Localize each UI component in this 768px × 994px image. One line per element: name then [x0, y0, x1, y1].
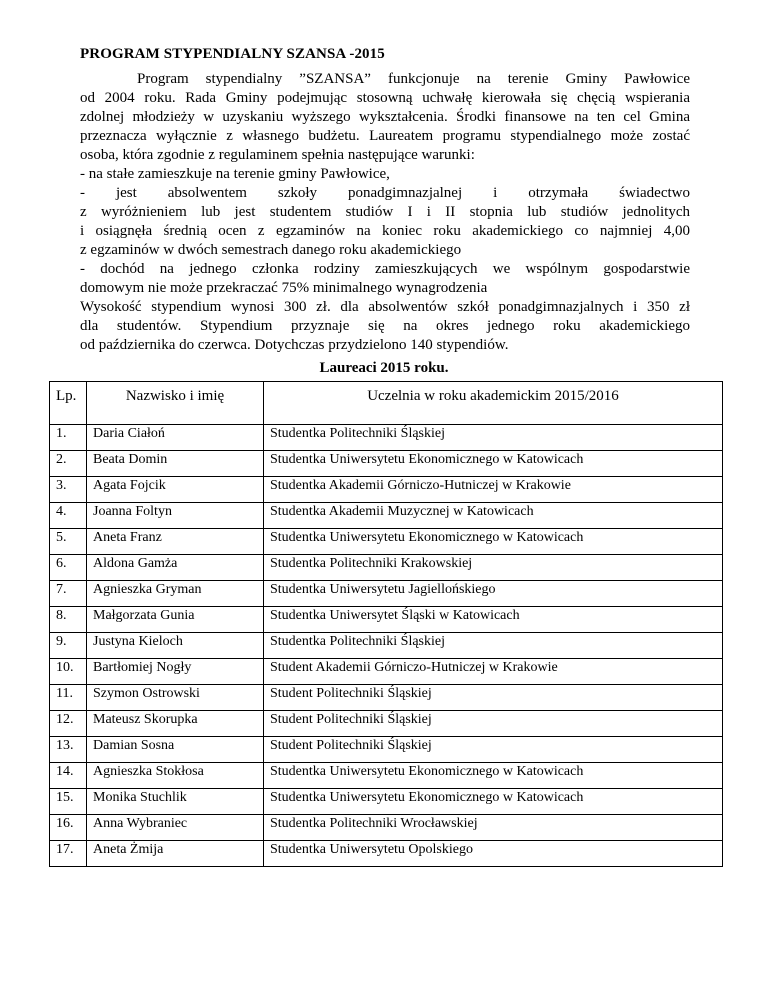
column-header-lp: Lp. [50, 382, 87, 425]
paragraph-line: - na stałe zamieszkuje na terenie gminy Pawłowice, [80, 166, 390, 182]
cell-university: Student Politechniki Śląskiej [264, 685, 723, 711]
table-caption: Laureaci 2015 roku. [319, 360, 449, 376]
cell-lp: 16. [50, 815, 87, 841]
cell-lp: 17. [50, 841, 87, 867]
paragraph-line: dla studentów. Stypendium przyznaje się na okres jednego roku akademickiego [80, 318, 690, 334]
cell-university: Studentka Politechniki Śląskiej [264, 633, 723, 659]
cell-name: Monika Stuchlik [87, 789, 264, 815]
cell-lp: 12. [50, 711, 87, 737]
document-title: PROGRAM STYPENDIALNY SZANSA -2015 [80, 46, 385, 62]
cell-university: Studentka Akademii Muzycznej w Katowicach [264, 503, 723, 529]
table-row [50, 503, 723, 529]
cell-lp: 4. [50, 503, 87, 529]
cell-lp: 2. [50, 451, 87, 477]
table-row [50, 529, 723, 555]
cell-name: Szymon Ostrowski [87, 685, 264, 711]
cell-lp: 13. [50, 737, 87, 763]
table-row [50, 711, 723, 737]
paragraph-line: osoba, która zgodnie z regulaminem spełnia następujące warunki: [80, 147, 475, 163]
cell-university: Studentka Uniwersytetu Ekonomicznego w Katowicach [264, 763, 723, 789]
cell-university: Student Politechniki Śląskiej [264, 737, 723, 763]
table-row [50, 607, 723, 633]
paragraph-line: przeznacza wyłącznie z własnego budżetu. Laureatem programu stypendialnego może zostać [80, 128, 690, 144]
cell-university: Studentka Politechniki Śląskiej [264, 425, 723, 451]
cell-name: Aneta Żmija [87, 841, 264, 867]
cell-university: Student Politechniki Śląskiej [264, 711, 723, 737]
cell-university: Studentka Uniwersytet Śląski w Katowicach [264, 607, 723, 633]
cell-lp: 6. [50, 555, 87, 581]
cell-university: Studentka Uniwersytetu Opolskiego [264, 841, 723, 867]
table-header-row [50, 382, 723, 425]
cell-name: Justyna Kieloch [87, 633, 264, 659]
cell-university: Studentka Uniwersytetu Ekonomicznego w Katowicach [264, 451, 723, 477]
cell-university: Studentka Uniwersytetu Ekonomicznego w Katowicach [264, 789, 723, 815]
table-row [50, 685, 723, 711]
paragraph-line: od 2004 roku. Rada Gminy podejmując stosowną uchwałę kierowała się chęcią wspierania [80, 90, 690, 106]
paragraph-line: Program stypendialny ”SZANSA” funkcjonuje na terenie Gminy Pawłowice [137, 71, 690, 87]
cell-name: Damian Sosna [87, 737, 264, 763]
table-row [50, 841, 723, 867]
column-header-university: Uczelnia w roku akademickim 2015/2016 [264, 382, 723, 425]
paragraph-line: Wysokość stypendium wynosi 300 zł. dla absolwentów szkół ponadgimnazjalnych i 350 zł [80, 299, 690, 315]
cell-lp: 8. [50, 607, 87, 633]
paragraph-line: z wyróżnieniem lub jest studentem studiów I i II stopnia lub studiów jednolitych [80, 204, 690, 220]
cell-university: Studentka Uniwersytetu Jagiellońskiego [264, 581, 723, 607]
cell-university: Studentka Akademii Górniczo-Hutniczej w Krakowie [264, 477, 723, 503]
paragraph-line: od października do czerwca. Dotychczas przydzielono 140 stypendiów. [80, 337, 509, 353]
cell-name: Aldona Gamża [87, 555, 264, 581]
table-row [50, 737, 723, 763]
cell-name: Aneta Franz [87, 529, 264, 555]
cell-name: Agata Fojcik [87, 477, 264, 503]
laureates-table [49, 381, 723, 867]
cell-lp: 7. [50, 581, 87, 607]
table-row [50, 477, 723, 503]
cell-lp: 5. [50, 529, 87, 555]
cell-university: Studentka Politechniki Wrocławskiej [264, 815, 723, 841]
cell-name: Mateusz Skorupka [87, 711, 264, 737]
cell-name: Agnieszka Gryman [87, 581, 264, 607]
cell-name: Joanna Foltyn [87, 503, 264, 529]
table-row [50, 789, 723, 815]
table-row [50, 815, 723, 841]
table-row [50, 581, 723, 607]
cell-name: Bartłomiej Nogły [87, 659, 264, 685]
cell-lp: 11. [50, 685, 87, 711]
cell-name: Beata Domin [87, 451, 264, 477]
cell-university: Studentka Uniwersytetu Ekonomicznego w Katowicach [264, 529, 723, 555]
table-row [50, 659, 723, 685]
cell-lp: 10. [50, 659, 87, 685]
cell-lp: 3. [50, 477, 87, 503]
table-row [50, 451, 723, 477]
cell-name: Agnieszka Stokłosa [87, 763, 264, 789]
cell-lp: 1. [50, 425, 87, 451]
column-header-name: Nazwisko i imię [87, 382, 264, 425]
paragraph-line: - jest absolwentem szkoły ponadgimnazjalnej i otrzymała świadectwo [80, 185, 690, 201]
cell-university: Student Akademii Górniczo-Hutniczej w Krakowie [264, 659, 723, 685]
cell-lp: 15. [50, 789, 87, 815]
paragraph-line: z egzaminów w dwóch semestrach danego roku akademickiego [80, 242, 462, 258]
paragraph-line: - dochód na jednego członka rodziny zamieszkujących we wspólnym gospodarstwie [80, 261, 690, 277]
table-row [50, 763, 723, 789]
table-row [50, 633, 723, 659]
cell-name: Małgorzata Gunia [87, 607, 264, 633]
paragraph-line: domowym nie może przekraczać 75% minimalnego wynagrodzenia [80, 280, 488, 296]
paragraph-line: zdolnej młodzieży w uzyskaniu wyższego wykształcenia. Środki finansowe na ten cel Gmina [80, 109, 690, 125]
cell-lp: 9. [50, 633, 87, 659]
cell-name: Anna Wybraniec [87, 815, 264, 841]
cell-lp: 14. [50, 763, 87, 789]
table-row [50, 555, 723, 581]
cell-name: Daria Ciałoń [87, 425, 264, 451]
table-row [50, 425, 723, 451]
cell-university: Studentka Politechniki Krakowskiej [264, 555, 723, 581]
paragraph-line: i osiągnęła średnią ocen z egzaminów na koniec roku akademickiego co najmniej 4,00 [80, 223, 690, 239]
